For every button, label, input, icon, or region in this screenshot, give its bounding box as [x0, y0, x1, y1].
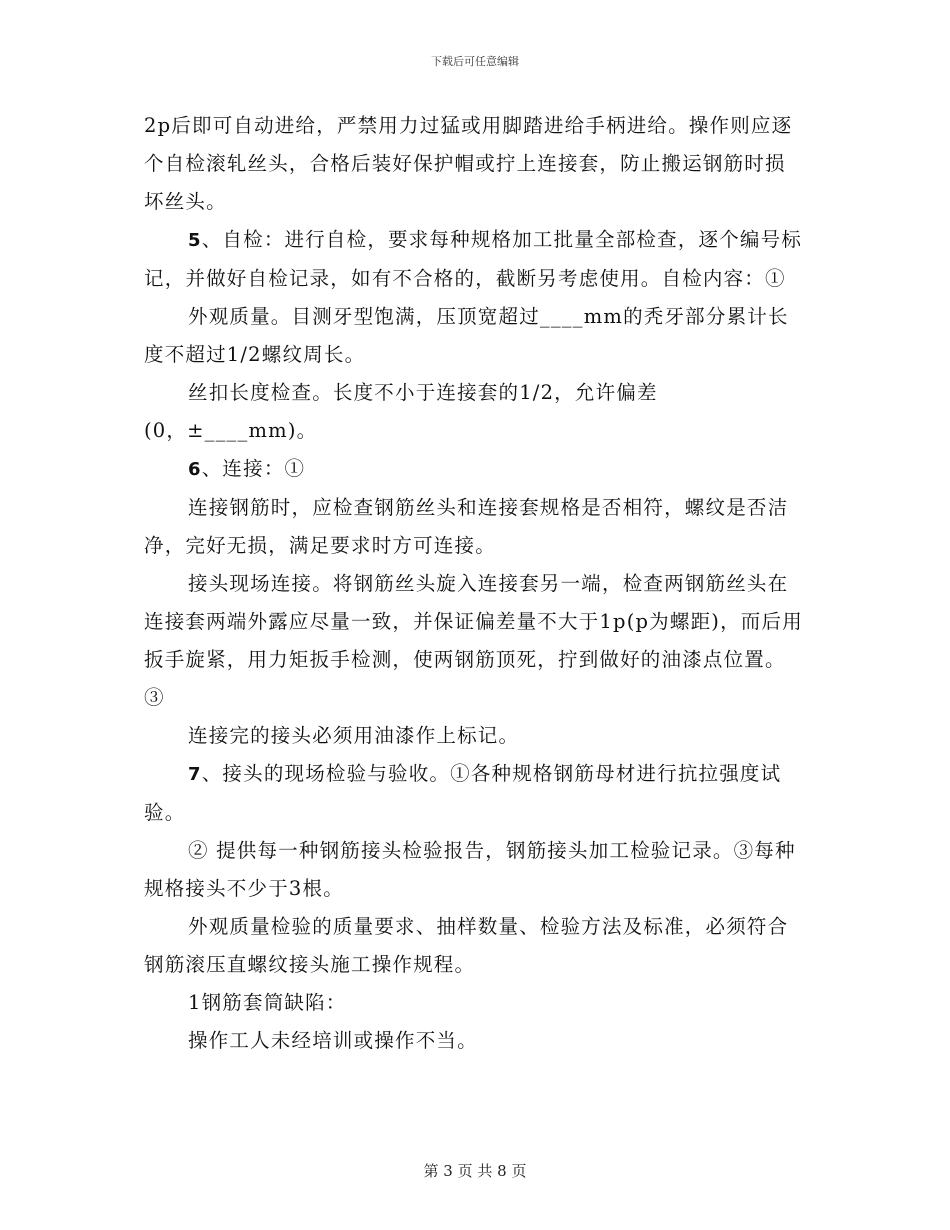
connection-text: 、连接：①: [201, 457, 306, 480]
paragraph-self-check: [144, 221, 806, 298]
paragraph-tolerance: (0，±____mm)。: [144, 419, 318, 442]
site-inspection-text: 、接头的现场检验与验收。①各种规格钢筋母材进行抗拉强度试验。: [144, 762, 782, 824]
paragraph-untrained-workers: 操作工人未经培训或操作不当。: [188, 1029, 478, 1052]
section-number-7: 7: [188, 764, 202, 785]
paragraph-paint-mark: 连接完的接头必须用油漆作上标记。: [188, 724, 520, 747]
paragraph-site-connection: 接头现场连接。将钢筋丝头旋入连接套另一端，检查两钢筋丝头在连接套两端外露应尽量一致，并保证偏差量不大于1p(p为螺距)，而后用扳手旋紧，用力矩扳手检测，使两钢筋顶死，拧到做好的油漆点位置。③: [144, 572, 803, 709]
page-footer: 第 3 页 共 8 页: [423, 1162, 527, 1180]
paragraph-appearance-quality: 外观质量。目测牙型饱满，压顶宽超过____mm的秃牙部分累计长度不超过1/2螺纹周长。: [144, 305, 789, 366]
section-number-6: 6: [188, 459, 202, 480]
paragraph-thread-length: 丝扣长度检查。长度不小于连接套的1/2，允许偏差: [188, 381, 658, 404]
document-body: [144, 107, 806, 1060]
paragraph-feed-operation: 2p后即可自动进给，严禁用力过猛或用脚踏进给手柄进给。操作则应逐个自检滚轧丝头，合格后装好保护帽或拧上连接套，防止搬运钢筋时损坏丝头。: [144, 114, 793, 213]
paragraph-sleeve-defects: 1钢筋套筒缺陷：: [188, 991, 347, 1014]
paragraph-check-specs: 连接钢筋时，应检查钢筋丝头和连接套规格是否相符，螺纹是否洁净，完好无损，满足要求时方可连接。: [144, 496, 789, 557]
paragraph-connection: [144, 450, 806, 489]
paragraph-inspection-report: ② 提供每一种钢筋接头检验报告，钢筋接头加工检验记录。③每种规格接头不少于3根。: [144, 839, 796, 900]
paragraph-quality-requirements: 外观质量检验的质量要求、抽样数量、检验方法及标准，必须符合钢筋滚压直螺纹接头施工操作规程。: [144, 915, 789, 976]
section-number-5: 5: [188, 230, 202, 251]
page-header: 下载后可任意编辑: [431, 55, 519, 68]
paragraph-site-inspection: [144, 755, 806, 832]
self-check-text: 、自检：进行自检，要求每种规格加工批量全部检查，逐个编号标记，并做好自检记录，如有不合格的，截断另考虑使用。自检内容：①: [144, 228, 803, 290]
